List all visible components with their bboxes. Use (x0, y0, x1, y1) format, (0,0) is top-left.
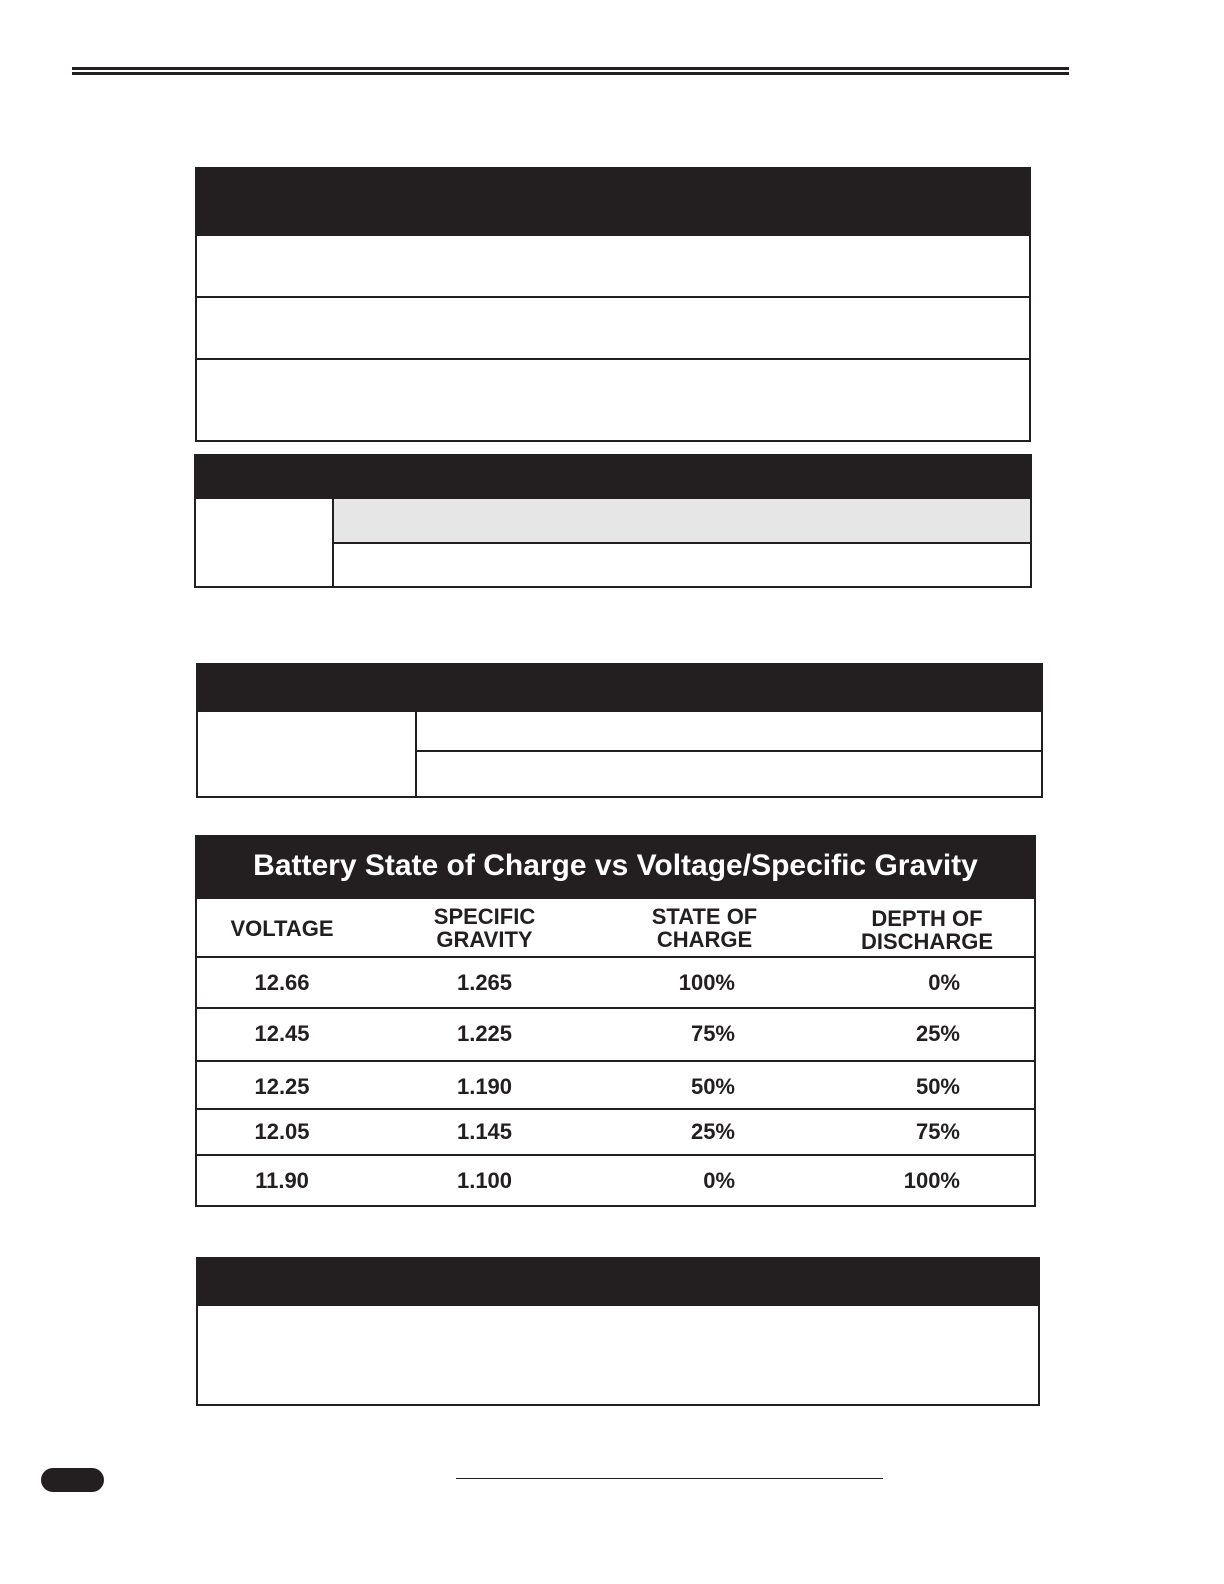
cell-depth-of-discharge: 50% (915, 1074, 960, 1099)
blank-table-1 (195, 167, 1031, 442)
header-specific-gravity: SPECIFIC GRAVITY (433, 904, 536, 952)
row-divider (197, 1060, 1034, 1062)
footer-rule (456, 1478, 883, 1479)
header-depth-of-discharge: DEPTH OF DISCHARGE (860, 906, 993, 954)
cell-voltage: 12.25 (254, 1074, 310, 1099)
blank-table-1-header (197, 169, 1029, 236)
header-rule-bottom (72, 72, 1069, 75)
cell-state-of-charge: 75% (690, 1021, 735, 1046)
blank-table-2-row-divider (332, 542, 1030, 544)
blank-table-3-row-divider (415, 750, 1041, 752)
cell-voltage: 12.66 (254, 969, 310, 995)
blank-table-4 (196, 1257, 1040, 1406)
cell-depth-of-discharge: 0% (928, 969, 960, 995)
cell-depth-of-discharge: 100% (903, 1167, 960, 1193)
cell-voltage: 12.05 (254, 1119, 310, 1144)
cell-specific-gravity: 1.190 (456, 1074, 513, 1099)
battery-table (195, 897, 1036, 1207)
cell-state-of-charge: 100% (678, 969, 735, 995)
blank-table-4-header (198, 1259, 1038, 1306)
blank-table-1-divider-2 (195, 358, 1029, 360)
blank-table-2-header (196, 456, 1030, 499)
cell-specific-gravity: 1.225 (456, 1021, 513, 1046)
page-number-tab (41, 1468, 104, 1492)
blank-table-3-header (198, 665, 1041, 712)
cell-depth-of-discharge: 25% (915, 1021, 960, 1046)
blank-table-2 (194, 454, 1032, 588)
blank-table-3 (196, 663, 1043, 798)
cell-specific-gravity: 1.145 (456, 1119, 513, 1144)
blank-table-3-col-divider (415, 712, 417, 798)
cell-state-of-charge: 50% (690, 1074, 735, 1099)
cell-voltage: 11.90 (255, 1167, 309, 1193)
header-voltage: VOLTAGE (230, 915, 334, 941)
cell-specific-gravity: 1.100 (456, 1167, 513, 1193)
cell-state-of-charge: 0% (703, 1167, 735, 1193)
header-rule-top (72, 67, 1069, 70)
battery-table-title: Battery State of Charge vs Voltage/Specific Gravity (195, 835, 1036, 897)
header-state-of-charge: STATE OF CHARGE (651, 904, 758, 952)
cell-voltage: 12.45 (254, 1021, 310, 1046)
cell-state-of-charge: 25% (690, 1119, 735, 1144)
cell-depth-of-discharge: 75% (915, 1119, 960, 1144)
blank-table-1-divider-1 (197, 296, 1029, 298)
cell-specific-gravity: 1.265 (456, 969, 513, 995)
blank-table-2-shaded-row (334, 499, 1030, 542)
